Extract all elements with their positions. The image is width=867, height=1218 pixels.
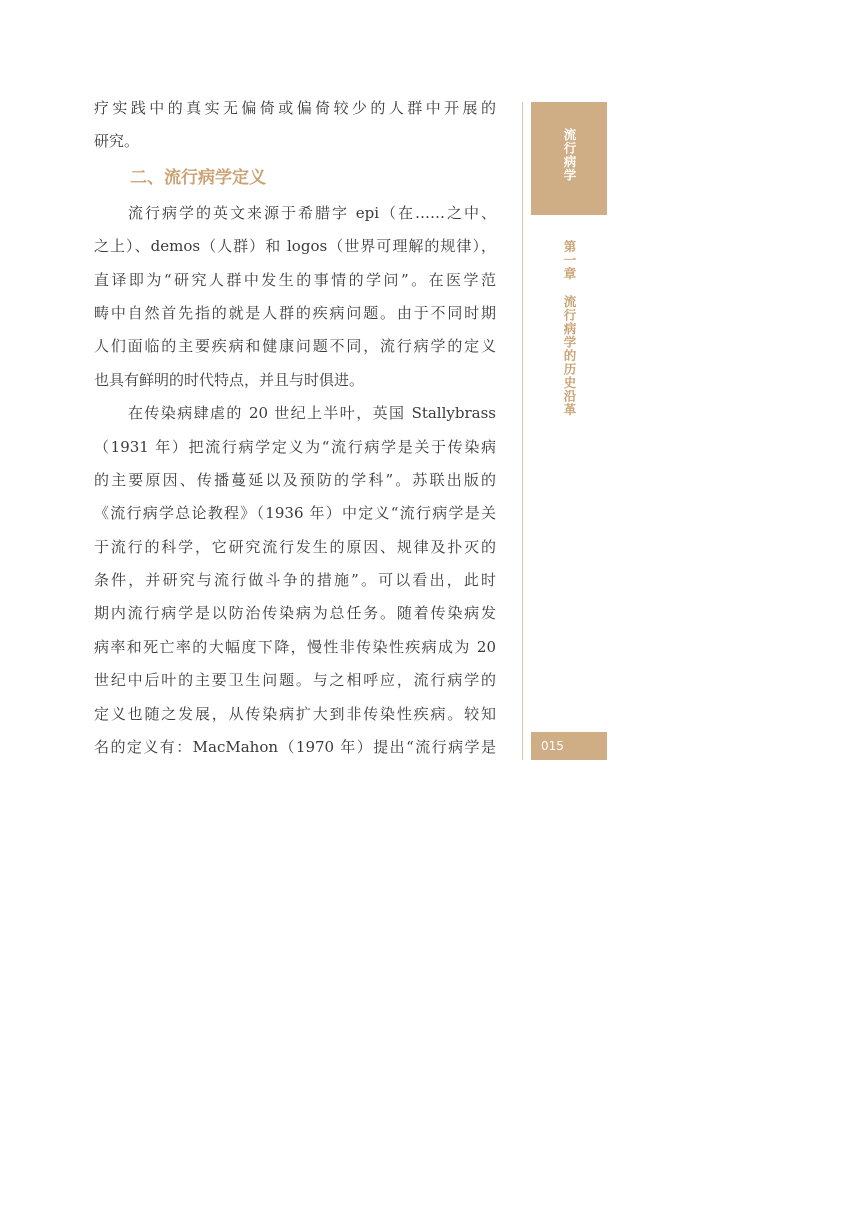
section-tab-label: 流行病学 bbox=[562, 128, 577, 182]
text-line: 人们面临的主要疾病和健康问题不同，流行病学的定义 bbox=[94, 337, 496, 356]
text-line: 名的定义有：MacMahon（1970 年）提出“流行病学是 bbox=[94, 738, 496, 757]
text-line: 在传染病肆虐的 20 世纪上半叶，英国 Stallybrass bbox=[128, 404, 496, 423]
section-heading: 二、流行病学定义 bbox=[130, 167, 266, 188]
chapter-number: 第一章 bbox=[562, 240, 577, 281]
text-line: 研究。 bbox=[94, 132, 140, 151]
text-line: 直译即为“研究人群中发生的事情的学问”。在医学范 bbox=[94, 270, 496, 289]
text-line: 畴中自然首先指的就是人群的疾病问题。由于不同时期 bbox=[94, 303, 496, 322]
text-line: （1931 年）把流行病学定义为“流行病学是关于传染病 bbox=[94, 437, 496, 456]
text-line: 疗实践中的真实无偏倚或偏倚较少的人群中开展的 bbox=[94, 99, 496, 117]
text-line: 于流行的科学，它研究流行发生的原因、规律及扑灭的 bbox=[94, 537, 496, 556]
text-line: 定义也随之发展，从传染病扩大到非传染性疾病。较知 bbox=[94, 704, 496, 723]
text-line: 期内流行病学是以防治传染病为总任务。随着传染病发 bbox=[94, 604, 496, 623]
text-line: 病率和死亡率的大幅度下降，慢性非传染性疾病成为 20 bbox=[94, 637, 496, 656]
page-number: 015 bbox=[531, 732, 607, 760]
text-line: 世纪中后叶的主要卫生问题。与之相呼应，流行病学的 bbox=[94, 671, 496, 690]
section-tab bbox=[531, 102, 607, 215]
body-text bbox=[94, 92, 496, 764]
text-line: 《流行病学总论教程》（1936 年）中定义“流行病学是关 bbox=[94, 504, 496, 523]
text-line: 的主要原因、传播蔓延以及预防的学科”。苏联出版的 bbox=[94, 470, 496, 489]
chapter-running-head bbox=[531, 240, 607, 416]
chapter-title: 流行病学的历史沿革 bbox=[562, 294, 577, 416]
text-line: 条件，并研究与流行做斗争的措施”。可以看出，此时 bbox=[94, 571, 496, 590]
margin-divider bbox=[522, 102, 523, 760]
text-line: 也具有鲜明的时代特点，并且与时俱进。 bbox=[94, 370, 365, 389]
text-line: 之上）、demos（人群）和 logos（世界可理解的规律）， bbox=[94, 237, 496, 256]
text-line: 流行病学的英文来源于希腊字 epi（在……之中、 bbox=[128, 203, 496, 222]
